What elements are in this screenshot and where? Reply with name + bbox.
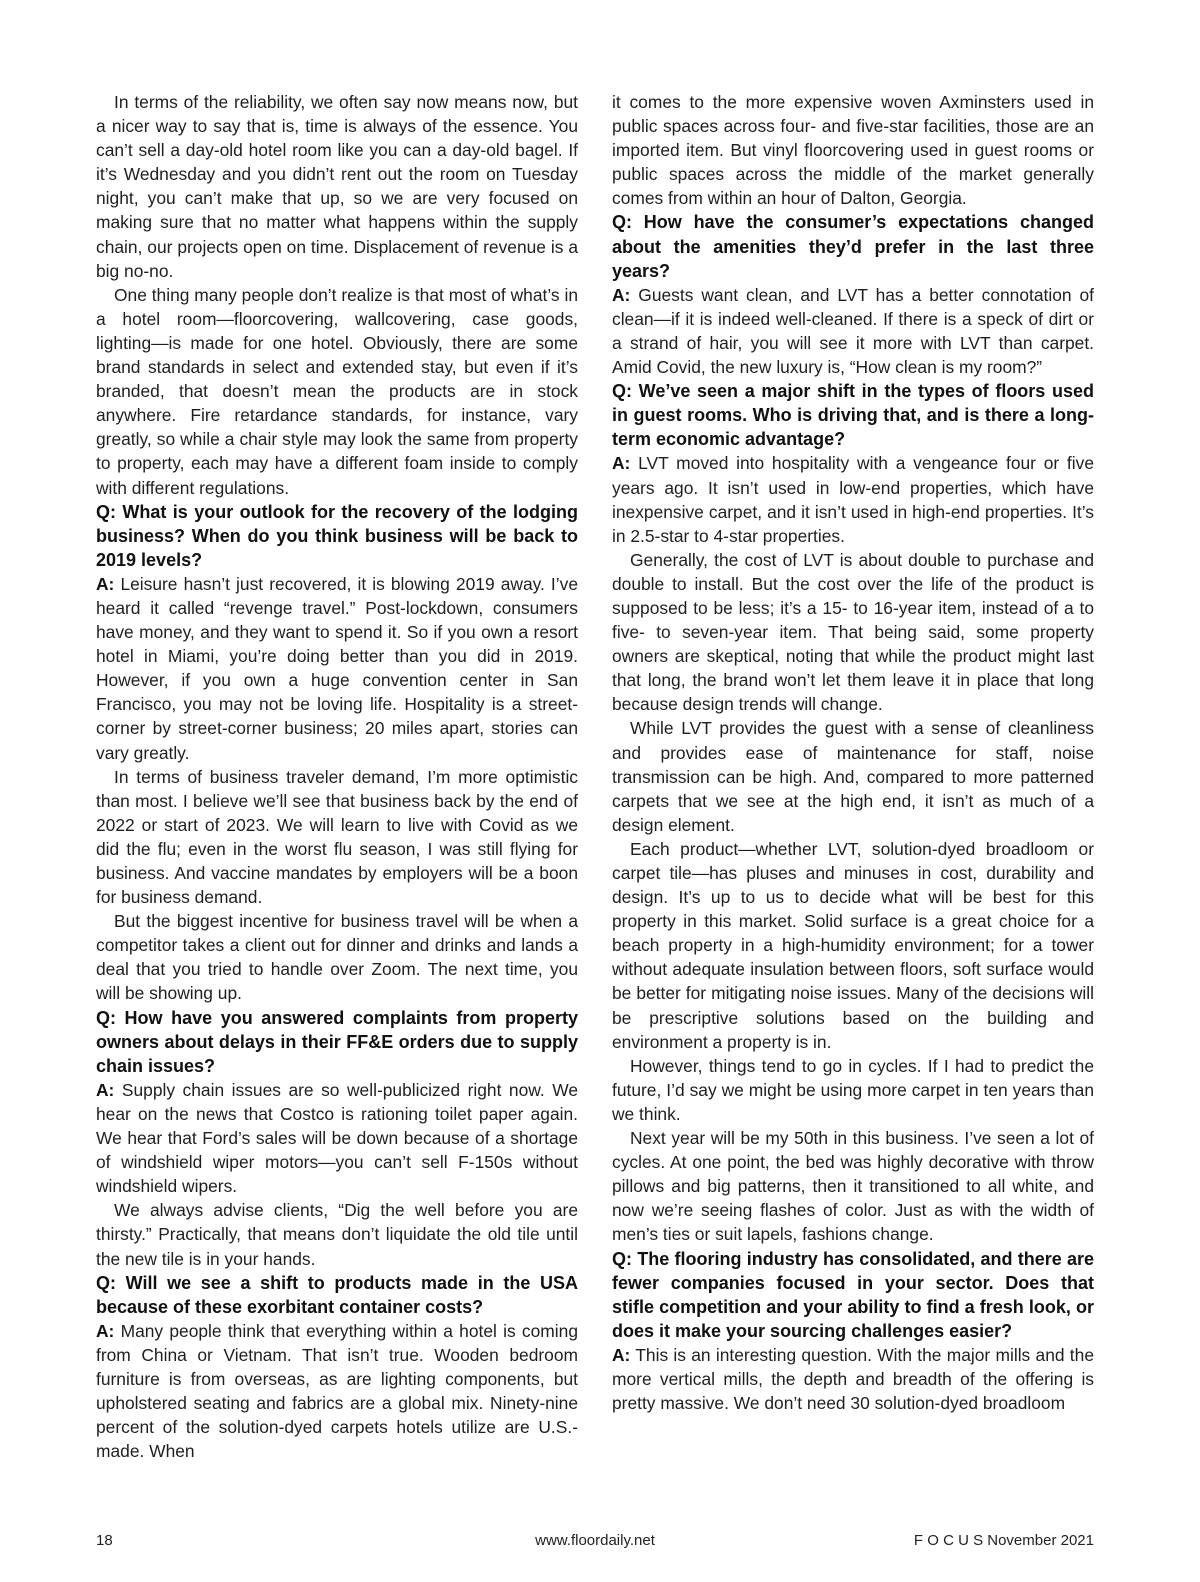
paragraph: In terms of business traveler demand, I’m more optimistic than most. I believe we’ll see that business back by the end of 2022 or start of 2023. We will learn to live with Covid as we did the flu; even in the worst flu season, I was still flying for business. And vaccine mandates by employers will be a boon for business demand. — [96, 766, 578, 908]
answer-label: A: — [612, 453, 631, 474]
publication-info: F O C U S November 2021 — [913, 1532, 1094, 1549]
answer-text: Guests want clean, and LVT has a better connotation of clean—if it is indeed well-cleaned. If there is a speck of dirt or a strand of hair, you will see it more with LVT than carpet. Amid Covid, the new luxury is, “How clean is my room?” — [612, 284, 1094, 378]
question-heading: Q: Will we see a shift to products made in the USA because of these exorbitant container costs? — [96, 1272, 578, 1317]
paragraph: Next year will be my 50th in this business. I’ve seen a lot of cycles. At one point, the bed was highly decorative with throw pillows and big patterns, then it transitioned to all white, and now we’re seeing flashes of color. Just as with the width of men’s ties or suit lapels, fashions change. — [612, 1128, 1094, 1245]
question-heading: Q: What is your outlook for the recovery of the lodging business? When do you think business will be back to 2019 levels? — [96, 501, 578, 570]
answer-paragraph — [612, 283, 1094, 379]
answer-text: LVT moved into hospitality with a vengeance four or five years ago. It isn’t used in low-end properties, which have inexpensive carpet, and it isn’t used in high-end properties. It’s in 2.5-star to 4-star properties. — [612, 453, 1094, 546]
answer-paragraph — [612, 451, 1094, 547]
question-heading: Q: How have you answered complaints from property owners about delays in their FF&E orders due to supply chain issues? — [96, 1007, 578, 1076]
answer-label: A: — [612, 284, 631, 305]
answer-text: Many people think that everything within a hotel is coming from China or Vietnam. That isn’t true. Wooden bedroom furniture is from overseas, as are lighting components, but upholstered seating and fabrics are a global mix. Ninety-nine percent of the solution-dyed carpets hotels utilize are U.S.-made. When — [96, 1320, 578, 1462]
paragraph: Generally, the cost of LVT is about double to purchase and double to install. But the cost over the life of the product is supposed to be less; it’s a 15- to 16-year item, instead of a to five- to seven-year item. That being said, some property owners are skeptical, noting that while the product might last that long, the brand won’t let them leave it in place that long because design trends will change. — [612, 549, 1094, 715]
question-heading: Q: How have the consumer’s expectations changed about the amenities they’d prefer in the last three years? — [612, 212, 1094, 281]
answer-text: Leisure hasn’t just recovered, it is blowing 2019 away. I’ve heard it called “revenge travel.” Post-lockdown, consumers have money, and they want to spend it. So if you own a resort hotel in Miami, you’re doing better than you did in 2019. However, if you own a huge convention center in San Francisco, you may not be loving life. Hospitality is a street-corner by street-corner business; 20 miles apart, stories can vary greatly. — [96, 573, 578, 763]
answer-label: A: — [96, 573, 115, 594]
question-heading: Q: The flooring industry has consolidated, and there are fewer companies focused in your sector. Does that stifle competition and your ability to find a fresh look, or does it make your sourcing challenges easier? — [612, 1248, 1094, 1341]
answer-paragraph — [612, 1343, 1094, 1415]
page-number: 18 — [96, 1532, 113, 1549]
answer-label: A: — [612, 1344, 631, 1365]
answer-text: Supply chain issues are so well-publicized right now. We hear on the news that Costco is rationing toilet paper again. We hear that Ford’s sales will be down because of a shortage of windshield wiper motors—you can’t sell F-150s without windshield wipers. — [96, 1079, 578, 1197]
footer-url: www.floordaily.net — [535, 1532, 655, 1549]
answer-paragraph — [96, 1319, 578, 1464]
answer-paragraph — [96, 572, 578, 765]
paragraph: We always advise clients, “Dig the well before you are thirsty.” Practically, that means don’t liquidate the old tile until the new tile is in your hands. — [96, 1200, 578, 1269]
paragraph: But the biggest incentive for business travel will be when a competitor takes a client out for dinner and drinks and lands a deal that you tried to handle over Zoom. The next time, you will be showing up. — [96, 911, 578, 1004]
answer-paragraph — [96, 1078, 578, 1198]
paragraph: One thing many people don’t realize is that most of what’s in a hotel room—floorcovering, wallcovering, case goods, lighting—is made for one hotel. Obviously, there are some brand standards in select and extended stay, but even if it’s branded, that doesn’t mean the products are in stock anywhere. Fire retardance standards, for instance, vary greatly, so while a chair style may look the same from property to property, each may have a different foam inside to comply with different regulations. — [96, 284, 578, 498]
paragraph: However, things tend to go in cycles. If I had to predict the future, I’d say we might be using more carpet in ten years than we think. — [612, 1055, 1094, 1124]
answer-label: A: — [96, 1320, 115, 1341]
answer-label: A: — [96, 1079, 115, 1100]
left-column — [96, 90, 578, 1463]
paragraph: Each product—whether LVT, solution-dyed broadloom or carpet tile—has pluses and minuses in cost, durability and design. It’s up to us to decide what will be best for this property in this market. Solid surface is a great choice for a beach property in a high-humidity environment; for a tower without adequate insulation between floors, soft surface would be better for mitigating noise issues. Many of the decisions will be prescriptive solutions based on the building and environment a property is in. — [612, 838, 1094, 1052]
answer-text: This is an interesting question. With the major mills and the more vertical mills, the depth and breadth of the offering is pretty massive. We don’t need 30 solution-dyed broadloom — [612, 1344, 1094, 1414]
paragraph: In terms of the reliability, we often say now means now, but a nicer way to say that is, time is always of the essence. You can’t sell a day-old hotel room like you can a day-old bagel. If it’s Wednesday and you didn’t rent out the room on Tuesday night, you can’t make that up, so we are very focused on making sure that no matter what happens within the supply chain, our projects open on time. Displacement of revenue is a big no-no. — [96, 92, 578, 281]
question-heading: Q: We’ve seen a major shift in the types of floors used in guest rooms. Who is driving that, and is there a long-term economic advantage? — [612, 381, 1094, 450]
paragraph: it comes to the more expensive woven Axminsters used in public spaces across four- and five-star facilities, those are an imported item. But vinyl floorcovering used in guest rooms or public spaces across the middle of the market generally comes from within an hour of Dalton, Georgia. — [612, 92, 1094, 209]
right-column — [612, 90, 1094, 1415]
paragraph: While LVT provides the guest with a sense of cleanliness and provides ease of maintenance for staff, noise transmission can be high. And, compared to more patterned carpets that we see at the high end, it isn’t as much of a design element. — [612, 718, 1094, 835]
